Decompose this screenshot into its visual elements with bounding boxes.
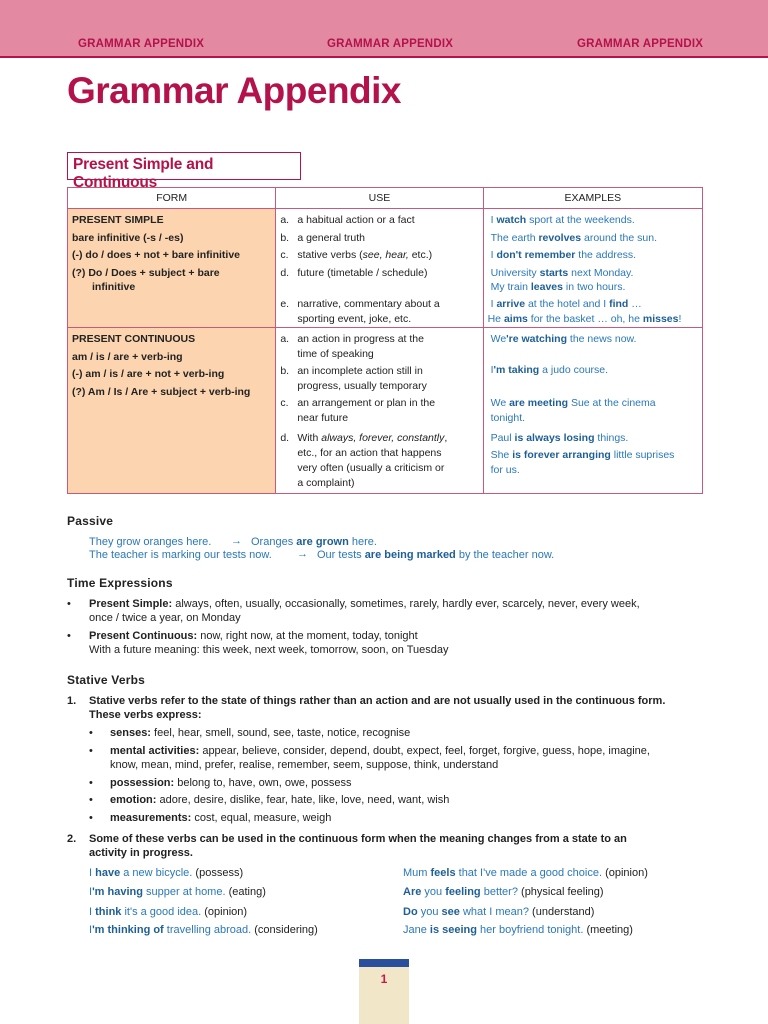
time-item-present-simple: Present Simple: always, often, usually, occasionally, sometimes, rarely, hardly ever, scarcely, never, every week,: [89, 598, 640, 610]
form-line: (-) do / does + not + bare infinitive: [72, 249, 241, 261]
form-line: PRESENT CONTINUOUS: [72, 333, 196, 345]
example-line: She is forever arranging little suprises: [490, 449, 675, 461]
use-text: very often (usually a criticism or: [297, 462, 445, 474]
example-line: My train leaves in two hours.: [490, 281, 626, 293]
use-label: b.: [280, 232, 290, 244]
form-line: (?) Do / Does + subject + bare: [72, 267, 220, 279]
example-line: University starts next Monday.: [490, 267, 634, 279]
stative-bullet-senses: senses: feel, hear, smell, sound, see, taste, notice, recognise: [110, 727, 411, 739]
form-cell-simple: [68, 209, 276, 328]
time-item-present-continuous: Present Continuous: now, right now, at the moment, today, tonight: [89, 630, 418, 642]
bullet-icon: •: [89, 812, 93, 824]
example-line: I don't remember the address.: [490, 249, 637, 261]
use-text: With always, forever, constantly,: [297, 432, 448, 444]
bullet-icon: •: [89, 794, 93, 806]
arrow-icon: →: [231, 535, 242, 547]
use-label: e.: [280, 298, 290, 310]
example-line: I arrive at the hotel and I find …: [490, 298, 642, 310]
bullet-icon: •: [89, 745, 93, 757]
use-text: progress, usually temporary: [297, 380, 427, 392]
bullet-icon: •: [67, 598, 71, 610]
table-header-row: [68, 188, 703, 209]
example-line: The earth revolves around the sun.: [490, 232, 657, 244]
running-header-left: GRAMMAR APPENDIX: [78, 38, 205, 50]
header-band: [0, 0, 768, 58]
header-form: FORM: [68, 188, 276, 209]
stative-example-right: Do you see what I mean? (understand): [403, 906, 595, 918]
example-line: for us.: [490, 464, 520, 476]
table-row-present-continuous: [68, 328, 703, 494]
use-text: a complaint): [297, 477, 355, 489]
example-line: I watch sport at the weekends.: [490, 214, 635, 226]
stative-bullet-measurements: measurements: cost, equal, measure, weigh: [110, 812, 332, 824]
section-title: Present Simple and Continuous: [67, 152, 301, 180]
form-line: am / is / are + verb-ing: [72, 351, 183, 363]
bullet-icon: •: [89, 727, 93, 739]
use-label: a.: [280, 214, 290, 226]
stative-example-left: I'm thinking of travelling abroad. (considering): [89, 924, 318, 936]
page-number: 1: [380, 972, 388, 986]
use-text: an arrangement or plan in the: [297, 397, 436, 409]
use-text: a general truth: [297, 232, 366, 244]
running-header-right: GRAMMAR APPENDIX: [577, 38, 704, 50]
stative-example-right: Mum feels that I've made a good choice. (opinion): [403, 867, 648, 879]
use-text: etc., for an action that happens: [297, 447, 442, 459]
examples-cell-continuous: [483, 328, 702, 494]
point-number: 2.: [67, 833, 77, 845]
arrow-icon: →: [297, 548, 308, 560]
stative-example-left: I have a new bicycle. (possess): [89, 867, 244, 879]
use-label: b.: [280, 365, 290, 377]
example-line: I'm taking a judo course.: [490, 364, 609, 376]
use-text: narrative, commentary about a: [297, 298, 440, 310]
passive-active-1: They grow oranges here.: [89, 536, 212, 548]
running-header-center: GRAMMAR APPENDIX: [327, 38, 454, 50]
passive-result-1: Oranges are grown here.: [251, 536, 377, 548]
example-line: We are meeting Sue at the cinema: [490, 397, 656, 409]
header-examples: EXAMPLES: [483, 188, 702, 209]
use-label: d.: [280, 267, 290, 279]
stative-point-2: Some of these verbs can be used in the continuous form when the meaning changes from a state to an: [89, 833, 627, 845]
stative-example-left: I think it's a good idea. (opinion): [89, 906, 248, 918]
example-line: We're watching the news now.: [490, 333, 637, 345]
stative-example-right: Are you feeling better? (physical feeling): [403, 886, 604, 898]
examples-cell-simple: [483, 209, 702, 328]
stative-example-right: Jane is seeing her boyfriend tonight. (meeting): [403, 924, 633, 936]
stative-bullet-mental-cont: know, mean, mind, prefer, realise, remember, seem, suppose, think, understand: [110, 759, 499, 771]
stative-bullet-mental: mental activities: appear, believe, consider, depend, doubt, expect, feel, forget, forgive, guess, hope, imagine,: [110, 745, 650, 757]
passive-heading: Passive: [67, 514, 114, 528]
use-label: d.: [280, 432, 290, 444]
form-cell-continuous: [68, 328, 276, 494]
stative-point-1-cont: These verbs express:: [89, 709, 202, 721]
use-text: time of speaking: [297, 348, 374, 360]
time-expressions-heading: Time Expressions: [67, 576, 173, 590]
table-row-present-simple: [68, 209, 703, 328]
form-line: PRESENT SIMPLE: [72, 214, 164, 226]
time-item-present-simple-cont: once / twice a year, on Monday: [89, 612, 241, 624]
page-tab-stripe: [359, 959, 409, 967]
passive-result-2: Our tests are being marked by the teacher now.: [317, 549, 555, 561]
stative-verbs-heading: Stative Verbs: [67, 673, 145, 687]
use-cell-simple: [276, 209, 483, 328]
example-line: tonight.: [490, 412, 526, 424]
use-text: near future: [297, 412, 349, 424]
stative-example-left: I'm having supper at home. (eating): [89, 886, 266, 898]
time-item-future-meaning: With a future meaning: this week, next week, tomorrow, soon, on Tuesday: [89, 644, 449, 656]
page-number-tab: [359, 959, 409, 1024]
form-line: (?) Am / Is / Are + subject + verb-ing: [72, 386, 251, 398]
stative-point-2-cont: activity in progress.: [89, 847, 193, 859]
example-line: He aims for the basket … oh, he misses!: [487, 313, 682, 325]
grammar-table: [67, 187, 703, 494]
example-line: Paul is always losing things.: [490, 432, 629, 444]
use-text: sporting event, joke, etc.: [297, 313, 412, 325]
stative-bullet-emotion: emotion: adore, desire, dislike, fear, hate, like, love, need, want, wish: [110, 794, 450, 806]
use-cell-continuous: [276, 328, 483, 494]
passive-active-2: The teacher is marking our tests now.: [89, 549, 272, 561]
use-label: c.: [280, 249, 289, 261]
stative-point-1: Stative verbs refer to the state of things rather than an action and are not usually used in the continuous form.: [89, 695, 666, 707]
use-text: an action in progress at the: [297, 333, 424, 345]
use-text: future (timetable / schedule): [297, 267, 428, 279]
header-use: USE: [276, 188, 483, 209]
form-line: bare infinitive (-s / -es): [72, 232, 184, 244]
use-text: stative verbs (see, hear, etc.): [297, 249, 433, 261]
use-label: a.: [280, 333, 290, 345]
use-text: an incomplete action still in: [297, 365, 423, 377]
use-label: c.: [280, 397, 289, 409]
page-title: Grammar Appendix: [67, 70, 401, 111]
form-line: infinitive: [92, 281, 136, 293]
header-rule: [0, 56, 768, 58]
point-number: 1.: [67, 695, 77, 707]
bullet-icon: •: [89, 777, 93, 789]
bullet-icon: •: [67, 630, 71, 642]
stative-bullet-possession: possession: belong to, have, own, owe, possess: [110, 777, 352, 789]
form-line: (-) am / is / are + not + verb-ing: [72, 368, 225, 380]
use-text: a habitual action or a fact: [297, 214, 415, 226]
